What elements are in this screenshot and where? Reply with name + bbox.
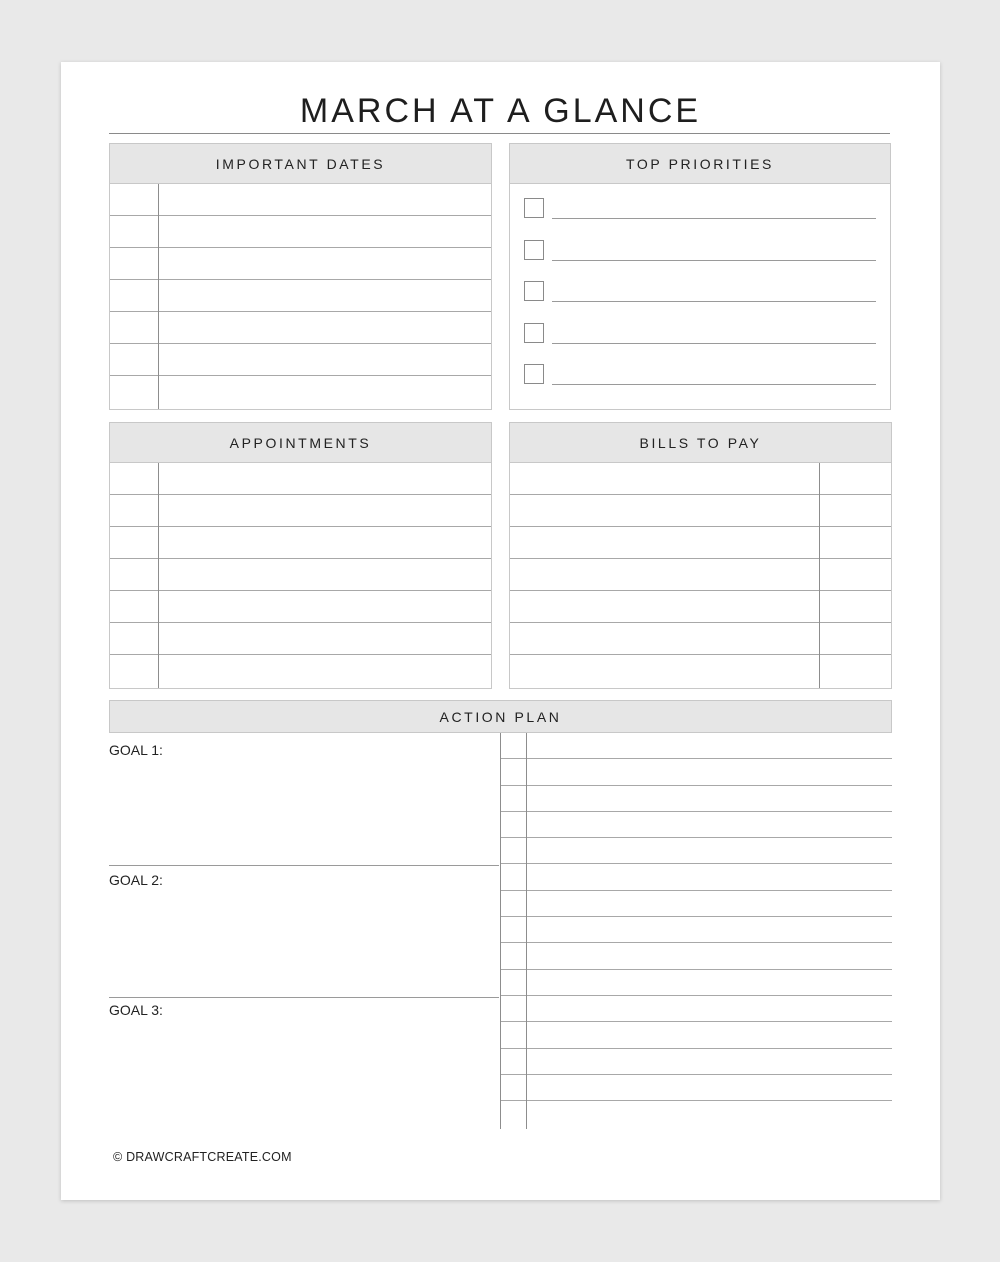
bills-to-pay-row — [510, 591, 891, 623]
priority-checkbox[interactable] — [524, 198, 544, 218]
action-plan-row — [500, 838, 892, 864]
important-dates-row — [110, 344, 491, 376]
priority-write-line — [552, 218, 876, 219]
important-dates-row — [110, 216, 491, 248]
important-dates-box — [109, 143, 492, 410]
goal-2-separator — [109, 997, 499, 998]
appointments-row — [110, 655, 491, 687]
priority-checkbox[interactable] — [524, 281, 544, 301]
appointments-row — [110, 591, 491, 623]
appointments-row — [110, 559, 491, 591]
planner-page — [61, 62, 940, 1200]
bills-to-pay-row — [510, 655, 891, 687]
goal-3-label: GOAL 3: — [109, 1002, 163, 1018]
important-dates-row — [110, 280, 491, 312]
priority-write-line — [552, 301, 876, 302]
appointments-row — [110, 495, 491, 527]
page-title: MARCH AT A GLANCE — [299, 92, 702, 130]
appointments-heading: APPOINTMENTS — [110, 423, 491, 463]
important-dates-rows — [110, 184, 491, 408]
bills-amount-column-divider — [819, 463, 820, 688]
important-dates-row — [110, 312, 491, 344]
important-dates-row — [110, 248, 491, 280]
action-plan-checkbox-column-divider — [526, 733, 527, 1129]
appointments-row — [110, 527, 491, 559]
bills-to-pay-row — [510, 495, 891, 527]
appointments-row — [110, 463, 491, 495]
important-dates-row — [110, 184, 491, 216]
important-dates-row — [110, 376, 491, 408]
priority-write-line — [552, 343, 876, 344]
top-priorities-heading: TOP PRIORITIES — [510, 144, 890, 184]
action-plan-row — [500, 1049, 892, 1075]
bills-to-pay-row — [510, 559, 891, 591]
action-plan-left-border — [500, 733, 501, 1129]
action-plan-row — [500, 917, 892, 943]
appointments-row — [110, 623, 491, 655]
action-plan-row — [500, 970, 892, 996]
bills-to-pay-heading: BILLS TO PAY — [510, 423, 891, 463]
goal-2-label: GOAL 2: — [109, 872, 163, 888]
priority-checkbox[interactable] — [524, 364, 544, 384]
action-plan-row — [500, 943, 892, 969]
action-plan-row — [500, 864, 892, 890]
goal-1-separator — [109, 865, 499, 866]
action-plan-row — [500, 786, 892, 812]
action-plan-row — [500, 812, 892, 838]
priority-item — [524, 323, 876, 365]
priority-item — [524, 198, 876, 240]
bills-to-pay-row — [510, 623, 891, 655]
priority-write-line — [552, 384, 876, 385]
priority-item — [524, 364, 876, 406]
copyright-footer: © DRAWCRAFTCREATE.COM — [113, 1150, 292, 1164]
action-plan-row — [500, 996, 892, 1022]
title-underline — [109, 133, 890, 134]
action-plan-row — [500, 1075, 892, 1101]
action-plan-row — [500, 1101, 892, 1127]
priority-checkbox[interactable] — [524, 323, 544, 343]
action-plan-row — [500, 1022, 892, 1048]
appointments-box — [109, 422, 492, 689]
priority-item — [524, 281, 876, 323]
bills-to-pay-box — [509, 422, 892, 689]
action-plan-row — [500, 733, 892, 759]
top-priorities-list — [524, 198, 876, 406]
priority-write-line — [552, 260, 876, 261]
appointments-time-column-divider — [158, 463, 159, 688]
bills-to-pay-rows — [510, 463, 891, 687]
action-plan-rows — [500, 733, 892, 1127]
bills-to-pay-row — [510, 527, 891, 559]
priority-checkbox[interactable] — [524, 240, 544, 260]
appointments-rows — [110, 463, 491, 687]
top-priorities-box — [509, 143, 891, 410]
action-plan-heading: ACTION PLAN — [109, 700, 892, 733]
action-plan-row — [500, 891, 892, 917]
important-dates-heading: IMPORTANT DATES — [110, 144, 491, 184]
goal-1-label: GOAL 1: — [109, 742, 163, 758]
priority-item — [524, 240, 876, 282]
important-dates-date-column-divider — [158, 184, 159, 409]
bills-to-pay-row — [510, 463, 891, 495]
action-plan-row — [500, 759, 892, 785]
